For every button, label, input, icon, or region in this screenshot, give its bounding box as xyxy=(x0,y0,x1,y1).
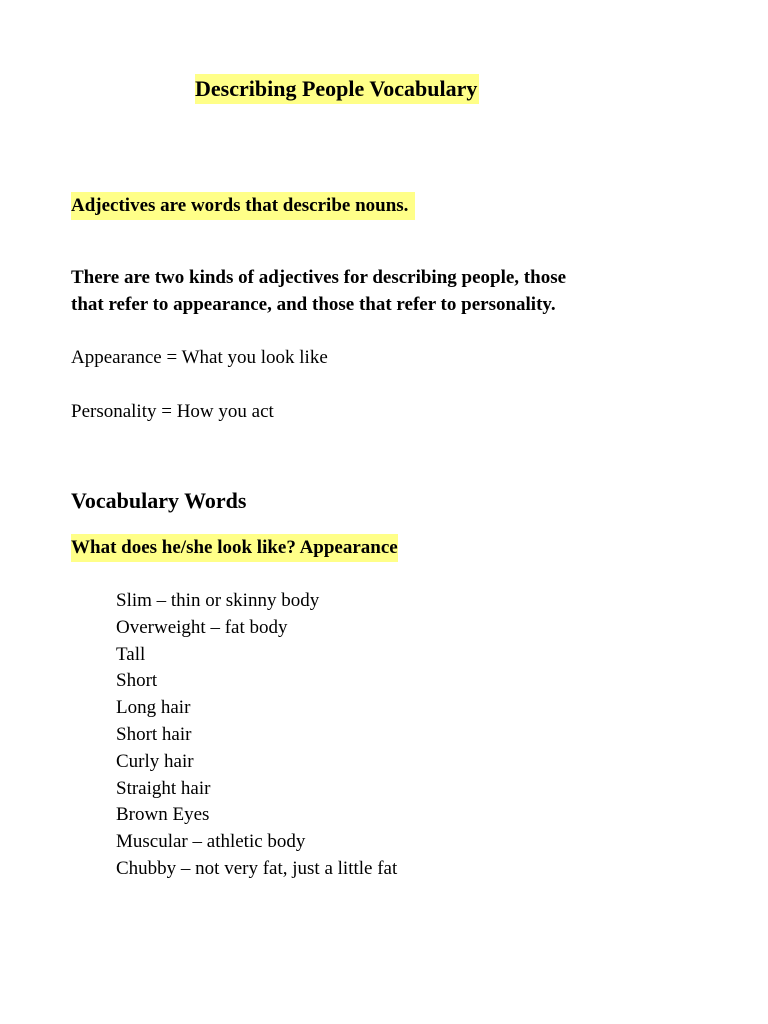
intro-line: There are two kinds of adjectives for describing people, those xyxy=(71,267,567,288)
vocabulary-words-heading: Vocabulary Words xyxy=(71,488,247,513)
appearance-definition: Appearance = What you look like xyxy=(71,347,328,368)
appearance-question-heading: What does he/she look like? Appearance xyxy=(71,534,398,562)
document-title: Describing People Vocabulary xyxy=(195,74,479,104)
list-item: Long hair xyxy=(116,697,191,719)
list-item: Slim – thin or skinny body xyxy=(116,590,320,611)
intro-paragraph xyxy=(71,264,691,318)
adjective-definition-heading: Adjectives are words that describe nouns. xyxy=(71,192,415,220)
list-item: Short hair xyxy=(116,723,192,745)
list-item: Brown Eyes xyxy=(116,804,210,826)
list-item: Chubby – not very fat, just a little fat xyxy=(116,857,398,879)
list-item: Muscular – athletic body xyxy=(116,831,306,853)
personality-definition: Personality = How you act xyxy=(71,401,274,422)
list-item: Short xyxy=(116,670,158,692)
list-item: Straight hair xyxy=(116,777,211,799)
intro-line: that refer to appearance, and those that refer to personality. xyxy=(71,294,556,315)
list-item: Tall xyxy=(116,643,146,665)
appearance-word-list xyxy=(116,588,397,883)
list-item: Curly hair xyxy=(116,750,194,772)
list-item: Overweight – fat body xyxy=(116,616,288,638)
